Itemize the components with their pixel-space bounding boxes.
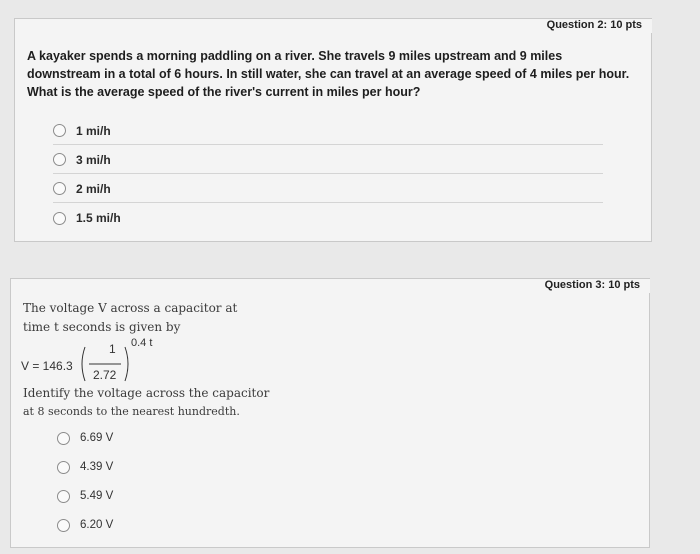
radio-button[interactable]: [53, 124, 66, 137]
formula-numerator: 1: [109, 342, 116, 356]
formula-denominator: 2.72: [93, 368, 117, 382]
option-label: 1.5 mi/h: [76, 211, 121, 225]
radio-button[interactable]: [57, 490, 70, 503]
question-2-text: A kayaker spends a morning paddling on a river. She travels 9 miles upstream and 9 miles downstream in a total of 6 hours. In still water, she can travel at an average speed of 4 miles per hour. What is the average speed of the river's current in miles per hour?: [27, 49, 630, 99]
question-3-line-3: Identify the voltage across the capacitor: [23, 386, 270, 400]
option-label: 2 mi/h: [76, 181, 111, 196]
radio-button[interactable]: [53, 212, 66, 225]
question-3-line-4: at 8 seconds to the nearest hundredth.: [23, 405, 240, 418]
radio-button[interactable]: [53, 153, 66, 166]
option-label: 3 mi/h: [76, 152, 111, 167]
answer-option-1[interactable]: [57, 424, 607, 452]
answer-option-1[interactable]: [53, 117, 603, 145]
formula-lhs: V = 146.3: [21, 359, 73, 373]
radio-button[interactable]: [53, 182, 66, 195]
question-3-line-1: The voltage V across a capacitor at: [23, 301, 238, 315]
question-2-card: [14, 18, 652, 242]
question-3-card: [10, 278, 650, 548]
option-label: 4.39 V: [80, 461, 114, 473]
question-2-header: Question 2: 10 pts: [541, 18, 652, 33]
question-3-header: Question 3: 10 pts: [539, 278, 650, 293]
answer-option-2[interactable]: [53, 146, 603, 174]
formula-exponent: 0.4 t: [131, 337, 153, 349]
option-label: 1 mi/h: [76, 123, 111, 138]
question-3-line-2: time t seconds is given by: [23, 320, 181, 334]
answer-option-4[interactable]: [57, 511, 607, 539]
answer-option-3[interactable]: [53, 175, 603, 203]
answer-option-4[interactable]: [53, 204, 603, 232]
radio-button[interactable]: [57, 461, 70, 474]
answer-option-3[interactable]: [57, 482, 607, 510]
option-label: 5.49 V: [80, 490, 114, 502]
radio-button[interactable]: [57, 519, 70, 532]
option-label: 6.20 V: [80, 519, 114, 531]
radio-button[interactable]: [57, 432, 70, 445]
option-label: 6.69 V: [80, 432, 114, 444]
answer-option-2[interactable]: [57, 453, 607, 481]
